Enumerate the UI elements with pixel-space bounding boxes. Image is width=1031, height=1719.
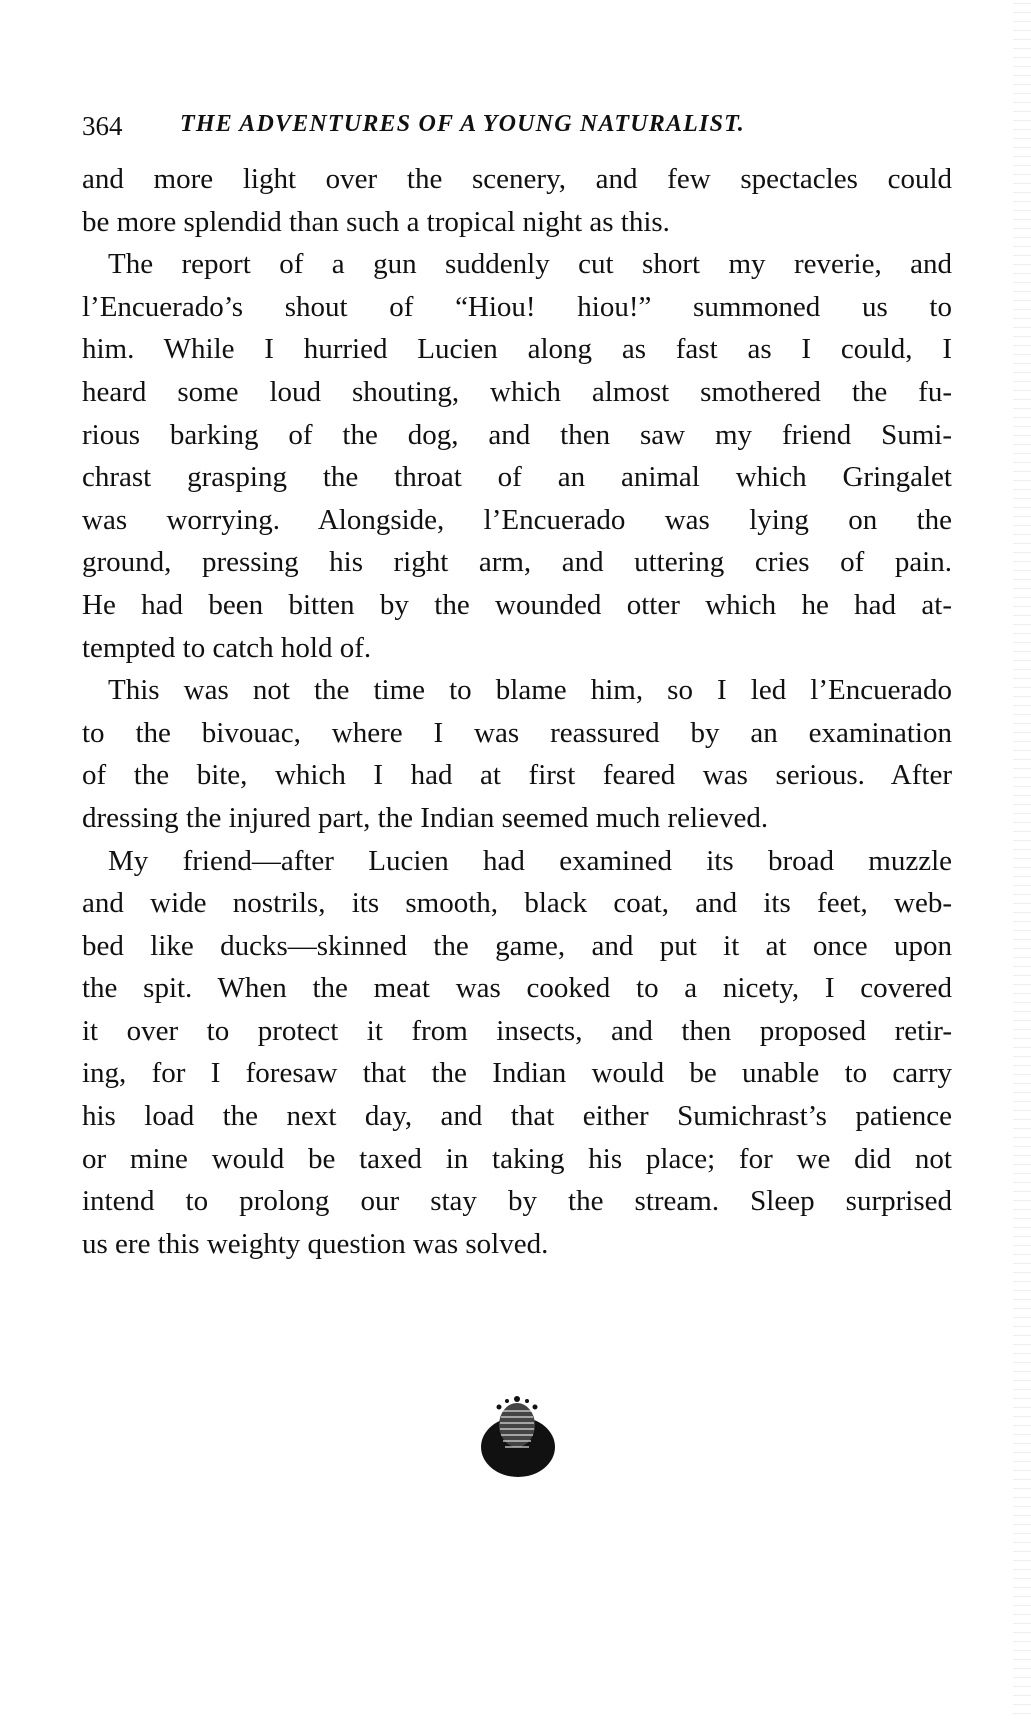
text-line: [82, 414, 952, 457]
paragraph: [82, 243, 952, 669]
running-title: THE ADVENTURES OF A YOUNG NATURALIST.: [180, 111, 745, 137]
text-line-content: the spit. When the meat was cooked to a nicety, I covered: [82, 972, 952, 1005]
text-line: [82, 1095, 952, 1138]
text-line: [82, 158, 952, 201]
text-line-content: intend to prolong our stay by the stream. Sleep surprised: [82, 1185, 952, 1218]
body-text: [82, 158, 952, 1265]
page-number: 364: [82, 111, 123, 141]
text-line: [82, 840, 952, 883]
text-line: [82, 627, 952, 670]
text-line-content: and wide nostrils, its smooth, black coat, and its feet, web-: [82, 887, 952, 920]
text-line-content: or mine would be taxed in taking his place; for we did not: [82, 1142, 952, 1175]
tailpiece-ornament-icon: [477, 1395, 559, 1481]
text-line: [82, 328, 952, 371]
text-line-content: l’Encuerado’s shout of “Hiou! hiou!” summoned us to: [82, 290, 952, 323]
paragraph: [82, 840, 952, 1266]
text-line-content: bed like ducks—skinned the game, and put it at once upon: [82, 929, 952, 962]
text-line-content: chrast grasping the throat of an animal which Gringalet: [82, 461, 952, 494]
text-line: [82, 371, 952, 414]
text-line-content: to the bivouac, where I was reassured by an examination: [82, 716, 952, 749]
text-line-content: of the bite, which I had at first feared was serious. After: [82, 759, 952, 792]
text-line: [82, 669, 952, 712]
text-line: [82, 201, 952, 244]
text-line: [82, 797, 952, 840]
text-line: [82, 243, 952, 286]
paragraph: [82, 669, 952, 839]
text-line: [82, 925, 952, 968]
text-line-content: and more light over the scenery, and few spectacles could: [82, 163, 952, 195]
text-line-content: He had been bitten by the wounded otter which he had at-: [82, 588, 952, 621]
text-line: [82, 1010, 952, 1053]
text-line-content: dressing the injured part, the Indian seemed much relieved.: [82, 801, 769, 834]
text-line-content: heard some loud shouting, which almost smothered the fu-: [82, 375, 952, 408]
text-line-content: My friend—after Lucien had examined its broad muzzle: [108, 844, 952, 877]
running-header: [82, 102, 952, 146]
text-line-content: ing, for I foresaw that the Indian would be unable to carry: [82, 1057, 952, 1090]
text-line: [82, 754, 952, 797]
text-line-content: his load the next day, and that either Sumichrast’s patience: [82, 1100, 952, 1133]
text-line: [82, 967, 952, 1010]
text-line: [82, 1052, 952, 1095]
text-line: [82, 1138, 952, 1181]
text-line: [82, 1180, 952, 1223]
text-line-content: This was not the time to blame him, so I led l’Encuerado: [108, 674, 952, 707]
text-line-content: ground, pressing his right arm, and uttering cries of pain.: [82, 546, 952, 579]
text-line-content: was worrying. Alongside, l’Encuerado was lying on the: [82, 503, 952, 536]
text-line: [82, 712, 952, 755]
text-line-content: it over to protect it from insects, and then proposed retir-: [82, 1014, 952, 1047]
text-line-content: us ere this weighty question was solved.: [82, 1227, 549, 1260]
text-line: [82, 541, 952, 584]
text-line-content: be more splendid than such a tropical night as this.: [82, 205, 670, 238]
text-line: [82, 882, 952, 925]
text-line: [82, 456, 952, 499]
text-line: [82, 584, 952, 627]
paragraph: [82, 158, 952, 243]
text-line-content: him. While I hurried Lucien along as fast as I could, I: [82, 333, 952, 366]
text-line-content: The report of a gun suddenly cut short my reverie, and: [108, 248, 952, 281]
text-line: [82, 1223, 952, 1266]
text-line-content: tempted to catch hold of.: [82, 631, 372, 664]
text-line: [82, 499, 952, 542]
text-line-content: rious barking of the dog, and then saw my friend Sumi-: [82, 418, 952, 451]
text-line: [82, 286, 952, 329]
scan-page-edge: [1013, 0, 1031, 1719]
